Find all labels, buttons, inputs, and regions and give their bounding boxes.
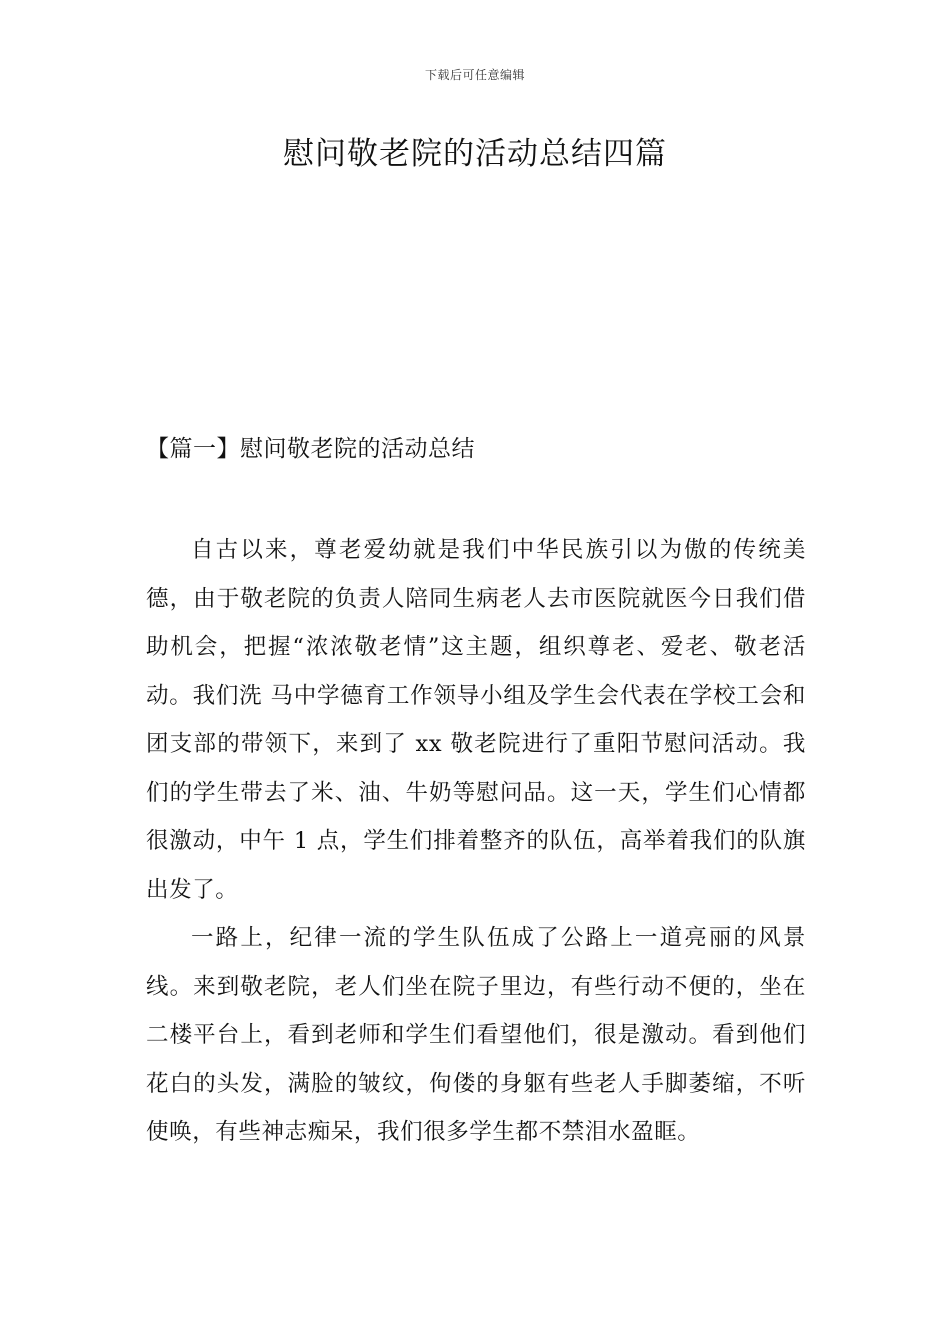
document-title: 慰问敬老院的活动总结四篇 (283, 136, 667, 172)
body-paragraph-1: 自古以来，尊老爱幼就是我们中华民族引以为傲的传统美德，由于敬老院的负责人陪同生病老人去市医院就医今日我们借助机会，把握“浓浓敬老情”这主题，组织尊老、爱老、敬老活动。我们洗 马中学德育工作领导小组及学生会代表在学校工会和团支部的带领下，来到了 xx 敬老院进行了重阳节慰问活动。我们的学生带去了米、油、牛奶等慰问品。这一天，学生们心情都很激动，中午 1 点，学生们排着整齐的队伍，高举着我们的队旗出发了。 (146, 537, 806, 903)
body-paragraph-2: 一路上，纪律一流的学生队伍成了公路上一道亮丽的风景线。来到敬老院，老人们坐在院子里边，有些行动不便的，坐在二楼平台上，看到老师和学生们看望他们，很是激动。看到他们花白的头发，满脸的皱纹，佝偻的身躯有些老人手脚萎缩，不听使唤，有些神志痴呆，我们很多学生都不禁泪水盈眶。 (146, 925, 806, 1145)
header-watermark: 下载后可任意编辑 (424, 68, 525, 82)
document-body (146, 526, 806, 1157)
section-heading: 【篇一】慰问敬老院的活动总结 (146, 436, 475, 462)
